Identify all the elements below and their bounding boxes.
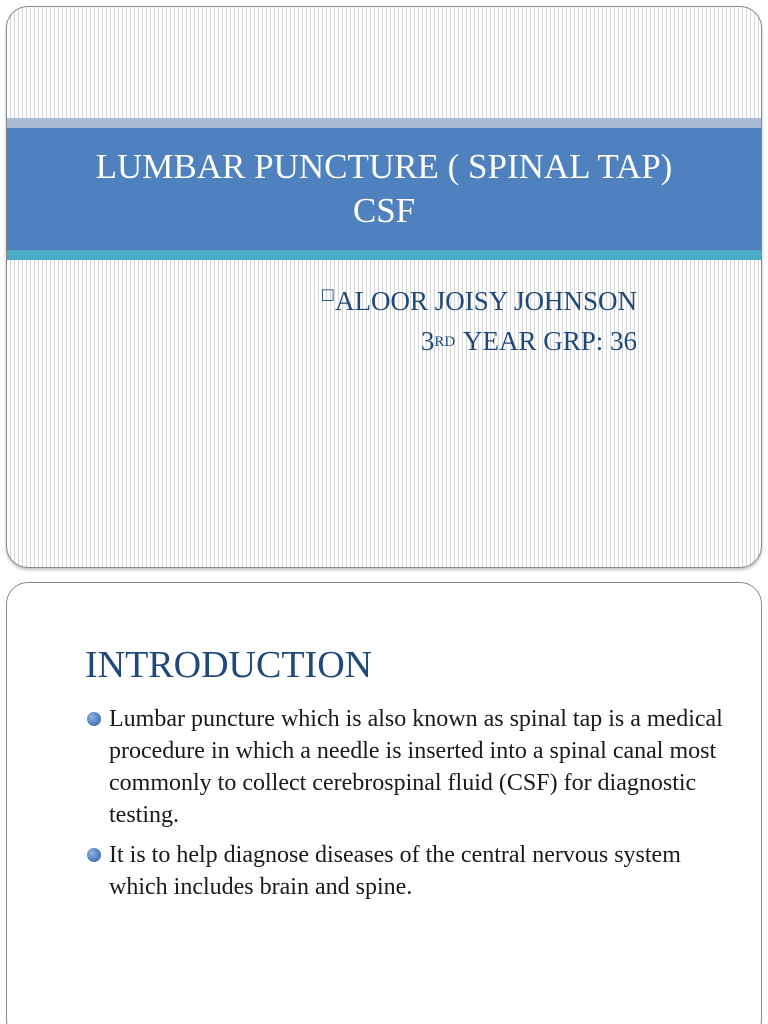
bullet-text: Lumbar puncture which is also known as spinal tap is a medical procedure in which a needle is inserted into a spinal canal most commonly to collect cerebrospinal fluid (CSF) for diagnostic testing.: [109, 706, 723, 828]
bullet-text: It is to help diagnose diseases of the central nervous system which includes brain and spine.: [109, 842, 681, 900]
year-number: 3: [420, 326, 435, 356]
title-band-top-stripe: [7, 118, 761, 128]
year-group: YEAR GRP: 36: [457, 326, 637, 356]
bullet-dot-icon: [87, 848, 101, 862]
title-band-bottom-stripe: [7, 250, 761, 260]
bullet-list: [87, 703, 727, 911]
slide-title-line-1: LUMBAR PUNCTURE ( SPINAL TAP): [95, 147, 673, 186]
title-band: [7, 128, 761, 250]
placeholder-box-icon: ☐: [320, 288, 335, 305]
author-name: ALOOR JOISY JOHNSON: [334, 286, 637, 316]
bullet-dot-icon: [87, 712, 101, 726]
bullet-item: [87, 839, 727, 903]
author-line: [321, 277, 637, 321]
slide-heading: INTRODUCTION: [85, 644, 373, 686]
introduction-slide: [6, 582, 762, 1024]
year-group-line: [321, 321, 637, 362]
title-slide: [6, 6, 762, 568]
year-suffix: RD: [434, 334, 456, 350]
bullet-item: [87, 703, 727, 831]
slide-title-line-2: CSF: [352, 191, 416, 230]
subtitle: [321, 277, 637, 362]
